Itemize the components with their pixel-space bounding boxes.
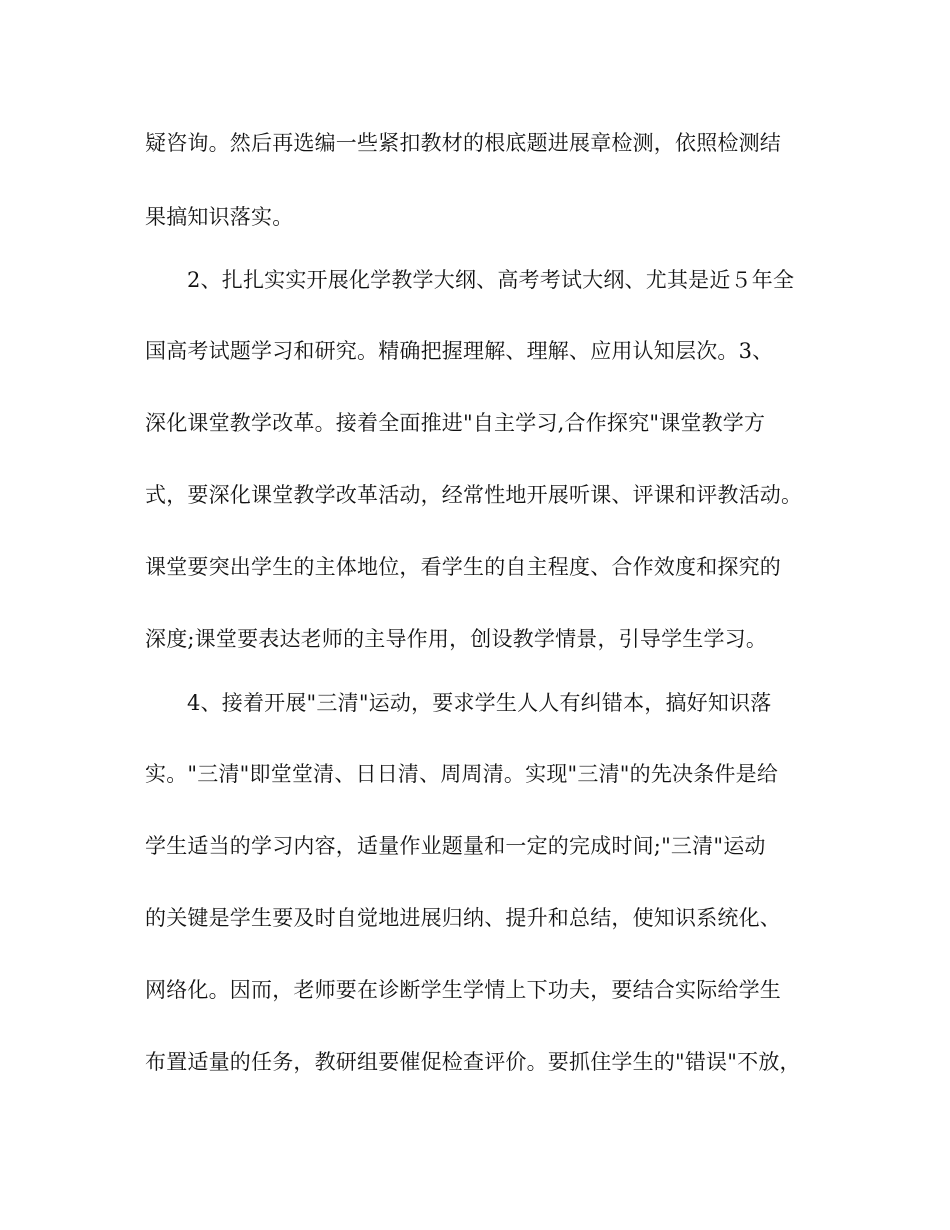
text-line-5: 深化课堂教学改革。接着全面推进"自主学习,合作探究"课堂教学方 [145, 411, 766, 435]
text-line-10: 实。"三清"即堂堂清、日日清、周周清。实现"三清"的先决条件是给 [145, 762, 779, 786]
text-line-3: 2、扎扎实实开展化学教学大纲、高考考试大纲、尤其是近５年全 [187, 268, 795, 292]
text-line-12: 的关键是学生要及时自觉地进展归纳、提升和总结，使知识系统化、 [145, 906, 781, 930]
text-line-4: 国高考试题学习和研究。精确把握理解、理解、应用认知层次。3、 [145, 339, 774, 363]
text-line-1: 疑咨询。然后再选编一些紧扣教材的根底题进展章检测，依照检测结 [145, 131, 781, 155]
text-line-7: 课堂要突出学生的主体地位，看学生的自主程度、合作效度和探究的 [145, 555, 781, 579]
text-line-6: 式，要深化课堂教学改革活动，经常性地开展听课、评课和评教活动。 [145, 483, 803, 507]
text-line-11: 学生适当的学习内容，适量作业题量和一定的完成时间;"三清"运动 [145, 834, 766, 858]
text-line-13: 网络化。因而，老师要在诊断学生学情上下功夫，要结合实际给学生 [145, 978, 781, 1002]
text-line-8: 深度;课堂要表达老师的主导作用，创设教学情景，引导学生学习。 [145, 627, 768, 651]
text-line-9: 4、接着开展"三清"运动，要求学生人人有纠错本，搞好知识落 [187, 691, 772, 715]
text-line-14: 布置适量的任务，教研组要催促检查评价。要抓住学生的"错误"不放， [145, 1050, 801, 1074]
text-line-2: 果搞知识落实。 [145, 205, 294, 229]
